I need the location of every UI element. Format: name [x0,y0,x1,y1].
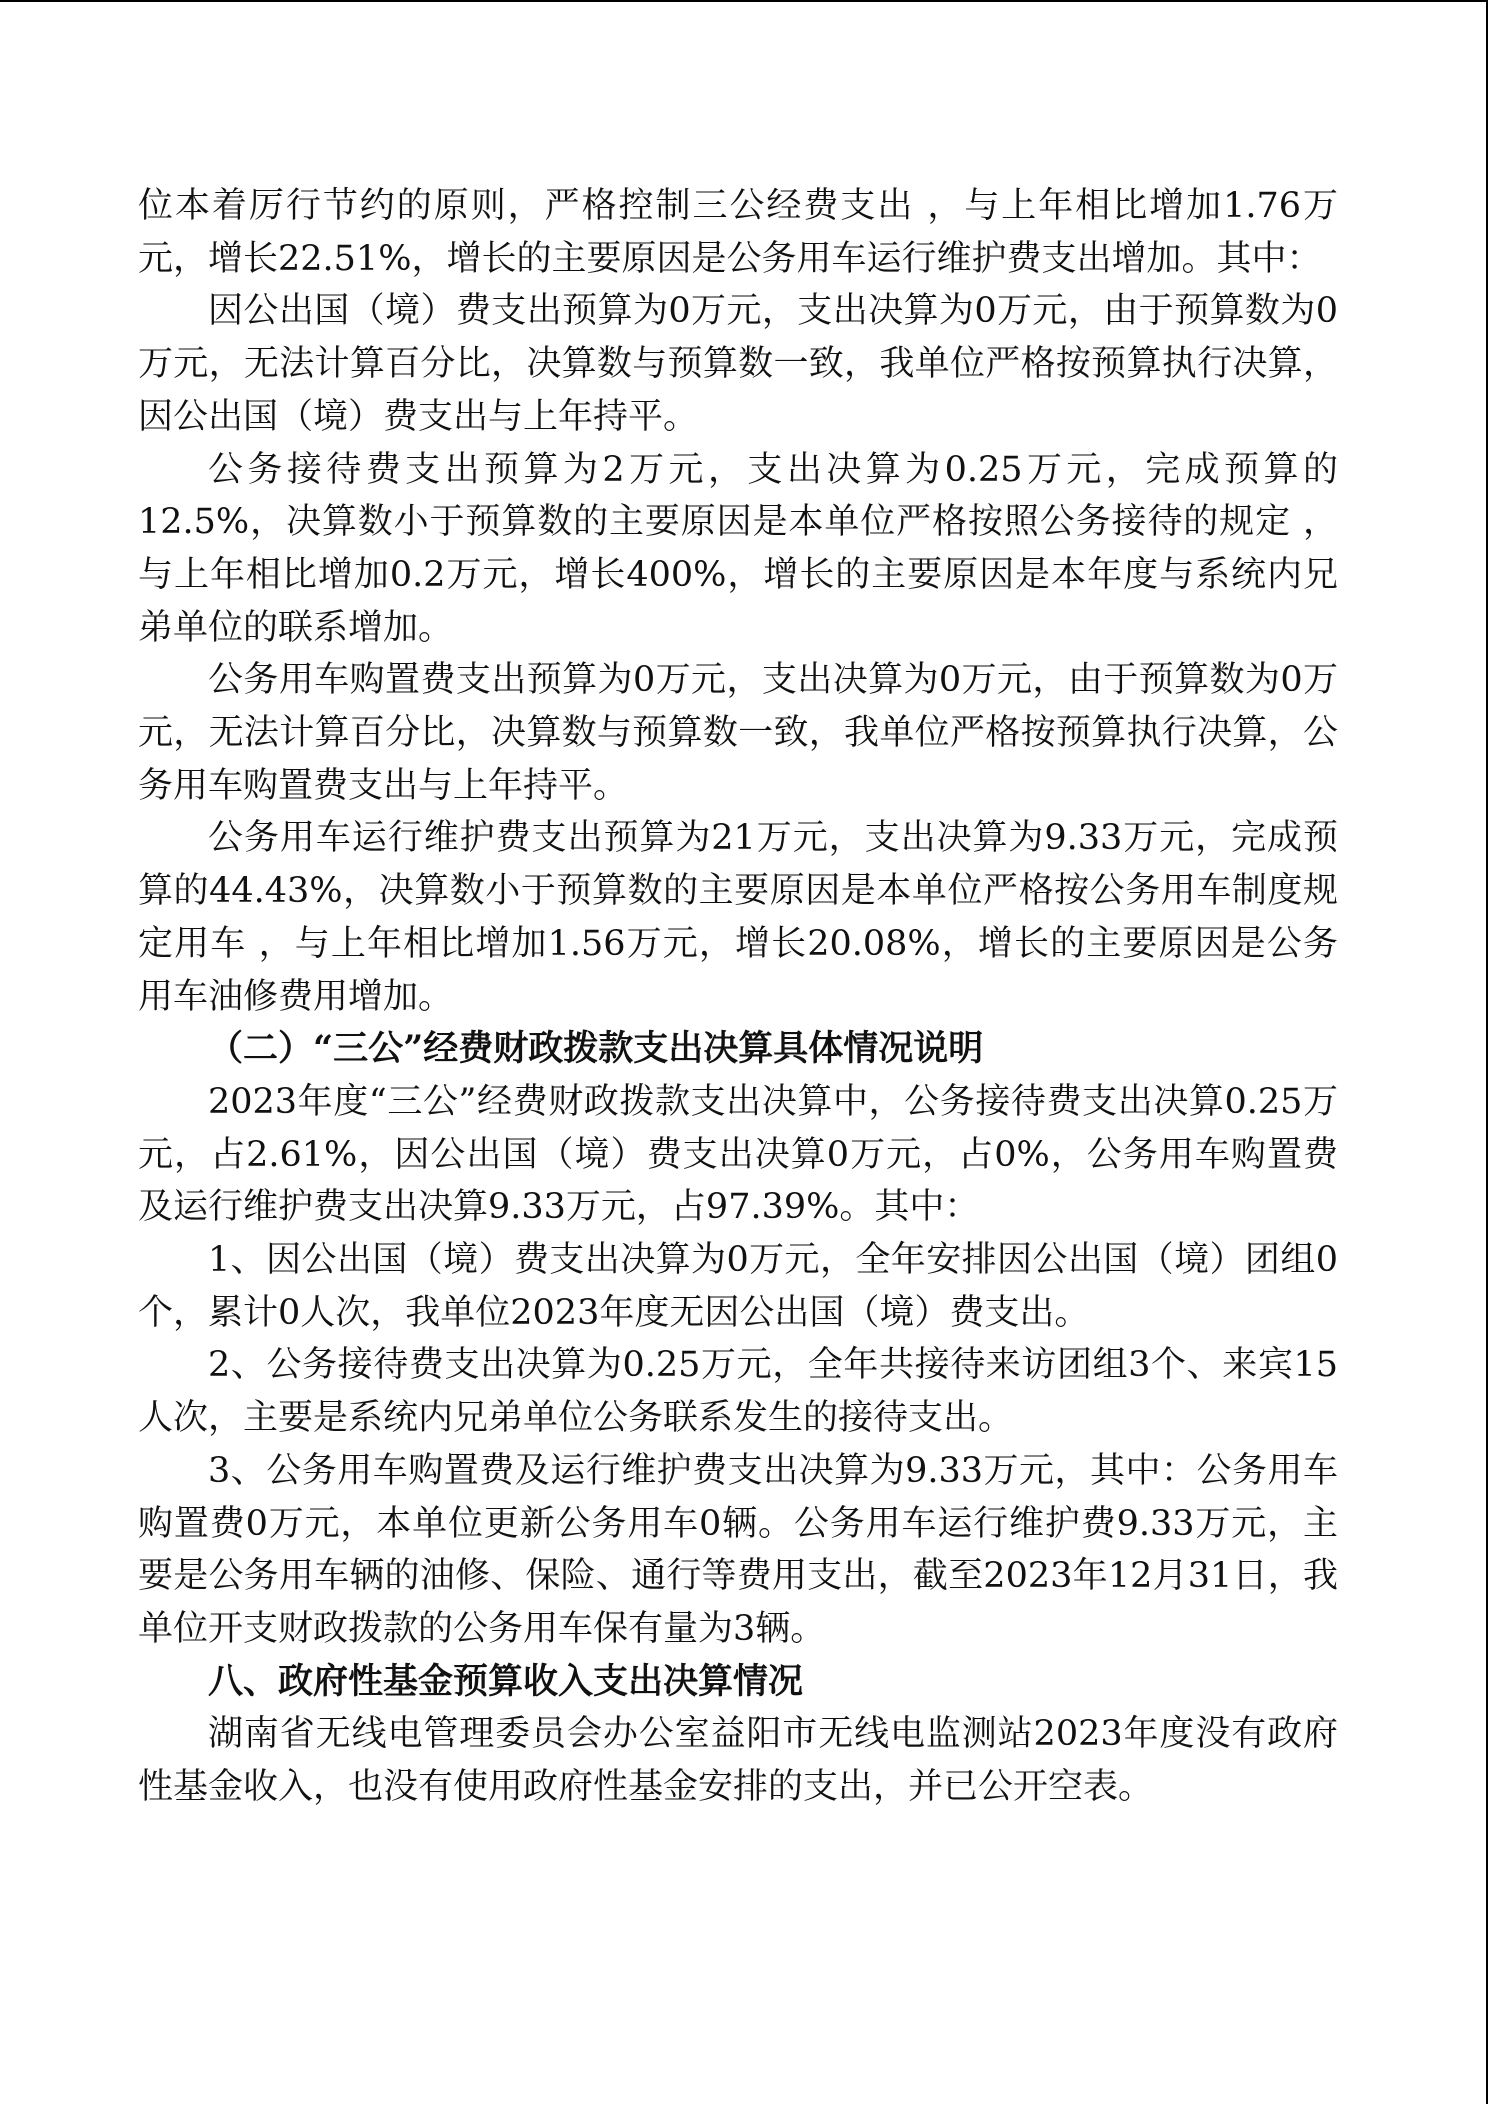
document-body [138,180,1338,1814]
paragraph-vehicle-purchase: 公务用车购置费支出预算为0万元，支出决算为0万元，由于预算数为0万元，无法计算百分比，决算数与预算数一致，我单位严格按预算执行决算，公务用车购置费支出与上年持平。 [138,660,1338,806]
paragraph-summary-2023: 2023年度“三公”经费财政拨款支出决算中，公务接待费支出决算0.25万元，占2.61%，因公出国（境）费支出决算0万元，占0%，公务用车购置费及运行维护费支出决算9.33万元，占97.39%。其中： [138,1081,1338,1228]
paragraph-item-2: 2、公务接待费支出决算为0.25万元，全年共接待来访团组3个、来宾15人次，主要是系统内兄弟单位公务联系发生的接待支出。 [138,1345,1338,1439]
paragraph-intro: 位本着厉行节约的原则，严格控制三公经费支出 ，与上年相比增加1.76万元，增长22.51%，增长的主要原因是公务用车运行维护费支出增加。其中： [138,186,1338,279]
paragraph-fund: 湖南省无线电管理委员会办公室益阳市无线电监测站2023年度没有政府性基金收入，也没有使用政府性基金安排的支出，并已公开空表。 [138,1714,1338,1808]
paragraph-item-3: 3、公务用车购置费及运行维护费支出决算为9.33万元，其中：公务用车购置费0万元，本单位更新公务用车0辆。公务用车运行维护费9.33万元，主要是公务用车辆的油修、保险、通行等费用支出，截至2023年12月31日，我单位开支财政拨款的公务用车保有量为3辆。 [138,1450,1338,1649]
paragraph-reception-expense: 公务接待费支出预算为2万元，支出决算为0.25万元，完成预算的12.5%，决算数小于预算数的主要原因是本单位严格按照公务接待的规定 ，与上年相比增加0.2万元，增长400%，增长的主要原因是本年度与系统内兄弟单位的联系增加。 [138,449,1338,648]
paragraph-item-1: 1、因公出国（境）费支出决算为0万元，全年安排因公出国（境）团组0个，累计0人次，我单位2023年度无因公出国（境）费支出。 [138,1240,1338,1333]
section-heading-2: （二）“三公”经费财政拨款支出决算具体情况说明 [208,1028,984,1070]
paragraph-vehicle-maintenance: 公务用车运行维护费支出预算为21万元，支出决算为9.33万元，完成预算的44.43%，决算数小于预算数的主要原因是本单位严格按公务用车制度规定用车 ，与上年相比增加1.56万元，增长20.08%，增长的主要原因是公务用车油修费用增加。 [138,818,1338,1017]
paragraph-abroad-expense: 因公出国（境）费支出预算为0万元，支出决算为0万元，由于预算数为0万元，无法计算百分比，决算数与预算数一致，我单位严格按预算执行决算，因公出国（境）费支出与上年持平。 [138,291,1338,437]
section-heading-8: 八、政府性基金预算收入支出决算情况 [208,1660,804,1702]
